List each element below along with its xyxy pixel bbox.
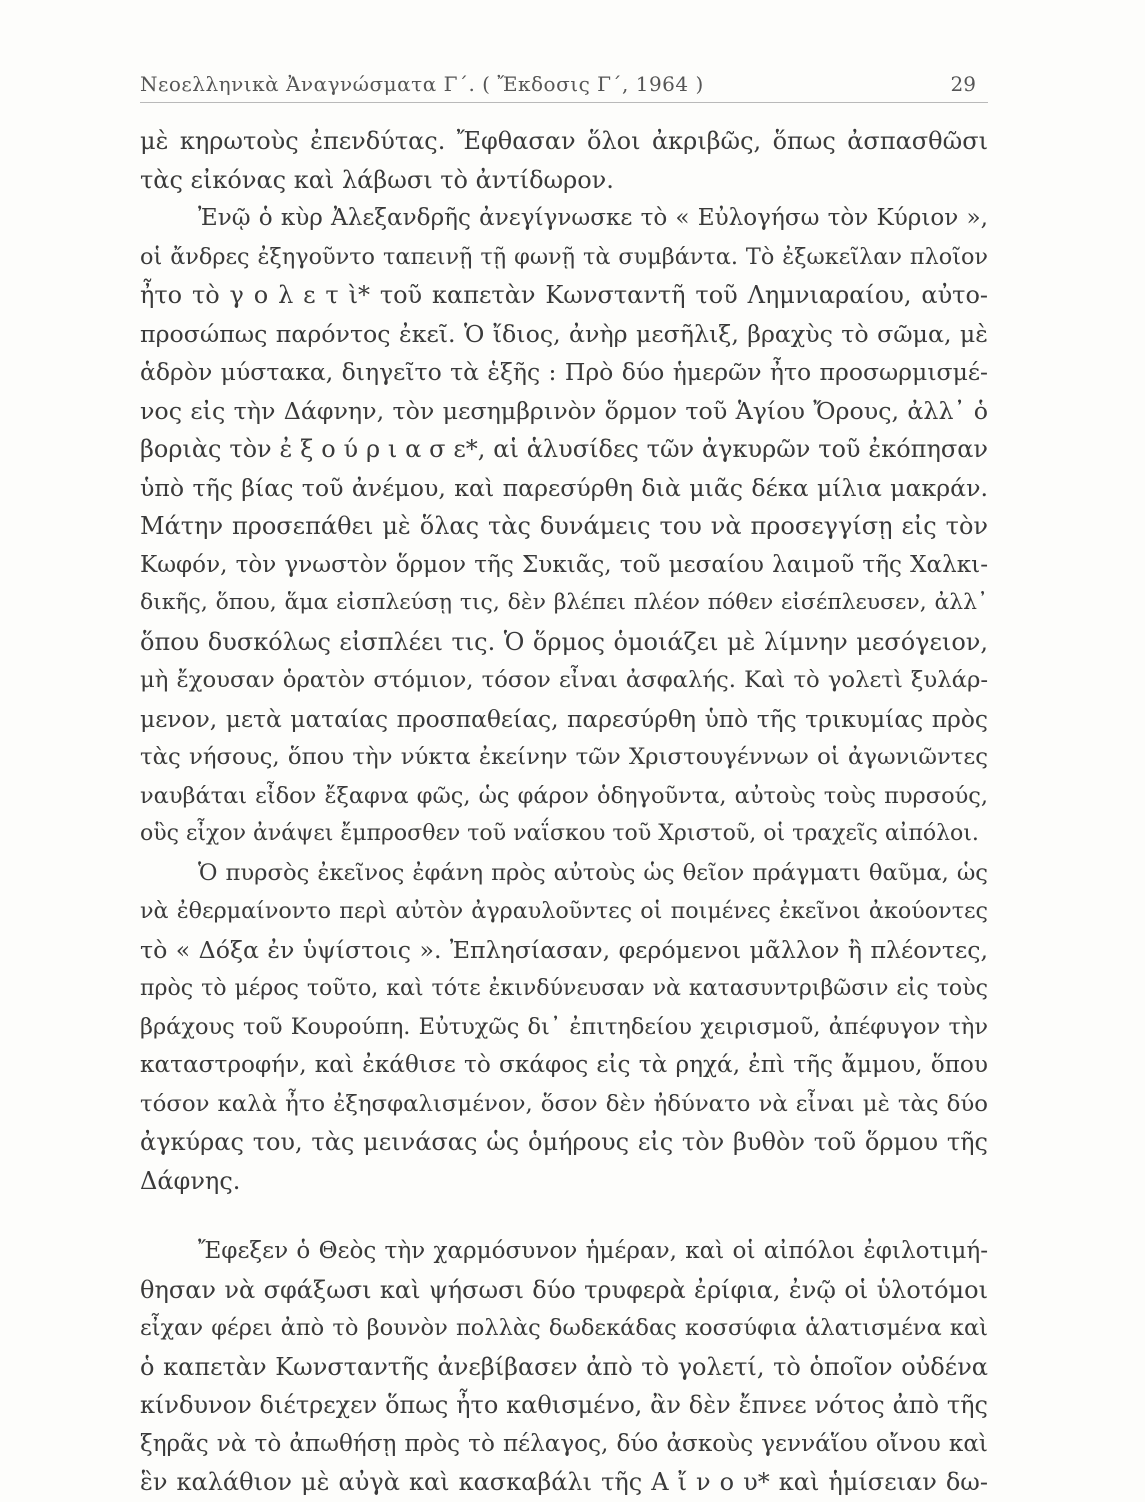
text-line: ὁ καπετὰν Κωνσταντῆς ἀνεβίβασεν ἀπὸ τὸ γολετί, τὸ ὁποῖον οὐδένα — [140, 1352, 988, 1381]
text-line: θησαν νὰ σφάξωσι καὶ ψήσωσι δύο τρυφερὰ ἐρίφια, ἐνῷ οἱ ὑλοτόμοι — [140, 1275, 988, 1304]
text-line: ἦτο τὸ γ ο λ ε τ ὶ* τοῦ καπετὰν Κωνσταντῆ τοῦ Λημνιαραίου, αὐτο- — [140, 281, 988, 309]
text-line: Μάτην προσεπάθει μὲ ὅλας τὰς δυνάμεις του νὰ προσεγγίσῃ εἰς τὸν — [140, 512, 988, 540]
text-line: νος εἰς τὴν Δάφνην, τὸν μεσημβρινὸν ὅρμον τοῦ Ἁγίου Ὄρους, ἀλλ᾽ ὁ — [140, 396, 988, 425]
text-line: καταστροφήν, καὶ ἐκάθισε τὸ σκάφος εἰς τὰ ρηχά, ἐπὶ τῆς ἄμμου, ὅπου — [140, 1051, 988, 1078]
text-line: πρὸς τὸ μέρος τοῦτο, καὶ τότε ἐκινδύνευσαν νὰ κατασυντριβῶσιν εἰς τοὺς — [140, 975, 988, 1001]
text-line: εἶχαν φέρει ἀπὸ τὸ βουνὸν πολλὰς δωδεκάδας κοσσύφια ἁλατισμένα καὶ — [140, 1315, 988, 1341]
text-line: Ἔφεξεν ὁ Θεὸς τὴν χαρμόσυνον ἡμέραν, καὶ οἱ αἰπόλοι ἐφιλοτιμή- — [198, 1238, 988, 1264]
text-line: βοριὰς τὸν ἐ ξ ο ύ ρ ι α σ ε*, αἱ ἁλυσίδες τῶν ἀγκυρῶν τοῦ ἐκόπησαν — [140, 435, 988, 463]
text-line: ἀγκύρας του, τὰς μεινάσας ὡς ὁμήρους εἰς τὸν βυθὸν τοῦ ὅρμου τῆς — [140, 1128, 988, 1156]
text-line: Ὁ πυρσὸς ἐκεῖνος ἐφάνη πρὸς αὐτοὺς ὡς θεῖον πράγματι θαῦμα, ὡς — [198, 859, 988, 886]
text-line: δικῆς, ὅπου, ἅμα εἰσπλεύσῃ τις, δὲν βλέπει πλέον πόθεν εἰσέπλευσεν, ἀλλ᾽ — [140, 590, 988, 615]
text-line: βράχους τοῦ Κουρούπη. Εὐτυχῶς δι᾽ ἐπιτηδείου χειρισμοῦ, ἀπέφυγον τὴν — [140, 1013, 988, 1040]
body-text — [140, 122, 988, 1502]
text-line: μὴ ἔχουσαν ὁρατὸν στόμιον, τόσον εἶναι ἀσφαλής. Καὶ τὸ γολετὶ ξυλάρ- — [140, 667, 988, 693]
text-line: ὑπὸ τῆς βίας τοῦ ἀνέμου, καὶ παρεσύρθη διὰ μιᾶς δέκα μίλια μακράν. — [140, 473, 988, 502]
text-line: οἱ ἄνδρες ἐξηγοῦντο ταπεινῇ τῇ φωνῇ τὰ συμβάντα. Τὸ ἐξωκεῖλαν πλοῖον — [140, 243, 988, 270]
text-line: Κωφόν, τὸν γνωστὸν ὅρμον τῆς Συκιᾶς, τοῦ μεσαίου λαιμοῦ τῆς Χαλκι- — [140, 551, 988, 578]
text-line: ὅπου δυσκόλως εἰσπλέει τις. Ὁ ὅρμος ὁμοιάζει μὲ λίμνην μεσόγειον, — [140, 627, 988, 656]
page-number: 29 — [950, 72, 976, 96]
text-line: μὲ κηρωτοὺς ἐπενδύτας. Ἔφθασαν ὅλοι ἀκριβῶς, ὅπως ἀσπασθῶσι — [140, 127, 988, 155]
text-line: ξηρᾶς νὰ τὸ ἀπωθήσῃ πρὸς τὸ πέλαγος, δύο ἀσκοὺς γεννάἵου οἴνου καὶ — [140, 1430, 988, 1457]
text-line: τὰς εἰκόνας καὶ λάβωσι τὸ ἀντίδωρον. — [140, 165, 614, 194]
text-line: ἁδρὸν μύστακα, διηγεῖτο τὰ ἑξῆς : Πρὸ δύο ἡμερῶν ἦτο προσωρμισμέ- — [140, 358, 988, 386]
text-line: Ἐνῷ ὁ κὺρ Ἀλεξανδρῆς ἀνεγίγνωσκε τὸ « Εὐλογήσω τὸν Κύριον », — [198, 205, 988, 231]
text-line: ναυβάται εἶδον ἔξαφνα φῶς, ὡς φάρον ὁδηγοῦντα, αὐτοὺς τοὺς πυρσούς, — [140, 782, 988, 809]
text-line: τόσον καλὰ ἦτο ἐξησφαλισμένον, ὅσον δὲν ἠδύνατο νὰ εἶναι μὲ τὰς δύο — [140, 1090, 988, 1117]
text-line: τὸ « Δόξα ἐν ὑψίστοις ». Ἐπλησίασαν, φερόμενοι μᾶλλον ἢ πλέοντες, — [140, 935, 988, 964]
text-line: μενον, μετὰ ματαίας προσπαθείας, παρεσύρθη ὑπὸ τῆς τρικυμίας πρὸς — [140, 704, 988, 733]
text-line: προσώπως παρόντος ἐκεῖ. Ὁ ἴδιος, ἀνὴρ μεσῆλιξ, βραχὺς τὸ σῶμα, μὲ — [140, 319, 988, 348]
text-line: κίνδυνον διέτρεχεν ὅπως ἦτο καθισμένο, ἂν δὲν ἔπνεε νότος ἀπὸ τῆς — [140, 1391, 988, 1419]
text-line: ἓν καλάθιον μὲ αὐγὰ καὶ κασκαβάλι τῆς Α ἴ ν ο υ* καὶ ἡμίσειαν δω- — [140, 1468, 988, 1496]
running-header-title: Νεοελληνικὰ Ἀναγνώσματα Γ΄. ( Ἔκδοσις Γ΄, 1964 ) — [140, 72, 704, 96]
text-line: τὰς νήσους, ὅπου τὴν νύκτα ἐκείνην τῶν Χριστουγέννων οἱ ἀγωνιῶντες — [140, 744, 988, 770]
paragraph-gap — [140, 1200, 988, 1232]
text-line: νὰ ἐθερμαίνοντο περὶ αὐτὸν ἀγραυλοῦντες οἱ ποιμένες ἐκεῖνοι ἀκούοντες — [140, 898, 988, 924]
text-line: οὓς εἶχον ἀνάψει ἔμπροσθεν τοῦ ναΐσκου τοῦ Χριστοῦ, οἱ τραχεῖς αἰπόλοι. — [140, 821, 979, 846]
running-header — [140, 66, 988, 103]
text-line: Δάφνης. — [140, 1166, 241, 1195]
